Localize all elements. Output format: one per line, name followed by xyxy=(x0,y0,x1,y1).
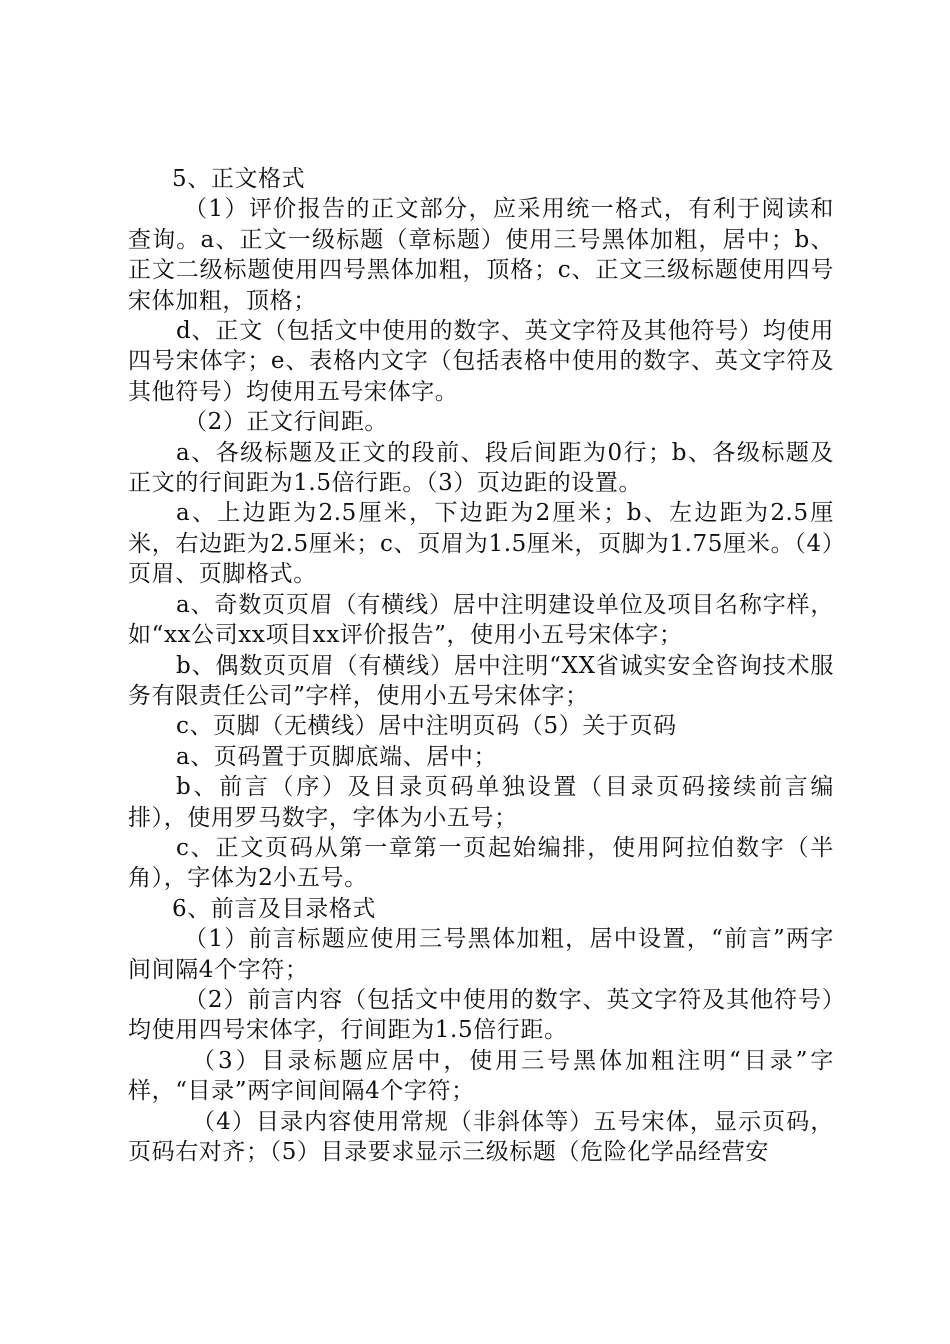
paragraph: d、正文（包括文中使用的数字、英文字符及其他符号）均使用四号宋体字；e、表格内文字（包括表格中使用的数字、英文字符及其他符号）均使用五号宋体字。 xyxy=(128,318,834,405)
paragraph: a、上边距为2.5厘米，下边距为2厘米；b、左边距为2.5厘米，右边距为2.5厘米；c、页眉为1.5厘米，页脚为1.75厘米。（4）页眉、页脚格式。 xyxy=(128,500,834,588)
section-heading-5: 5、正文格式 xyxy=(172,166,306,192)
paragraph: （1）评价报告的正文部分，应采用统一格式，有利于阅读和查询。a、正文一级标题（章标题）使用三号黑体加粗，居中；b、正文二级标题使用四号黑体加粗，顶格；c、正文三级标题使用四号宋体加粗，顶格； xyxy=(128,196,834,314)
paragraph: （1）前言标题应使用三号黑体加粗，居中设置，“前言”两字间间隔4个字符； xyxy=(128,926,834,983)
section-heading-6: 6、前言及目录格式 xyxy=(172,895,377,922)
paragraph: （3）目录标题应居中，使用三号黑体加粗注明“目录”字样，“目录”两字间间隔4个字符； xyxy=(128,1047,834,1105)
paragraph: （2）前言内容（包括文中使用的数字、英文字符及其他符号）均使用四号宋体字，行间距为1.5倍行距。 xyxy=(128,986,834,1044)
paragraph: （2）正文行间距。 xyxy=(184,409,389,436)
paragraph: a、页码置于页脚底端、居中； xyxy=(176,743,498,770)
document-body xyxy=(128,164,834,1167)
paragraph: b、偶数页页眉（有横线）居中注明“XX省诚实安全咨询技术服务有限责任公司”字样，使用小五号宋体字； xyxy=(128,652,834,709)
paragraph: c、页脚（无横线）居中注明页码（5）关于页码 xyxy=(176,713,677,740)
paragraph: a、奇数页页眉（有横线）居中注明建设单位及项目名称字样，如“xx公司xx项目xx评价报告”，使用小五号宋体字； xyxy=(128,591,834,649)
paragraph: a、各级标题及正文的段前、段后间距为0行；b、各级标题及正文的行间距为1.5倍行距。（3）页边距的设置。 xyxy=(128,439,834,497)
paragraph: （4）目录内容使用常规（非斜体等）五号宋体，显示页码，页码右对齐；（5）目录要求显示三级标题（危险化学品经营安 xyxy=(128,1108,834,1165)
paragraph: c、正文页码从第一章第一页起始编排，使用阿拉伯数字（半角），字体为2小五号。 xyxy=(128,834,834,892)
paragraph: b、前言（序）及目录页码单独设置（目录页码接续前言编排），使用罗马数字，字体为小五号； xyxy=(128,774,834,831)
